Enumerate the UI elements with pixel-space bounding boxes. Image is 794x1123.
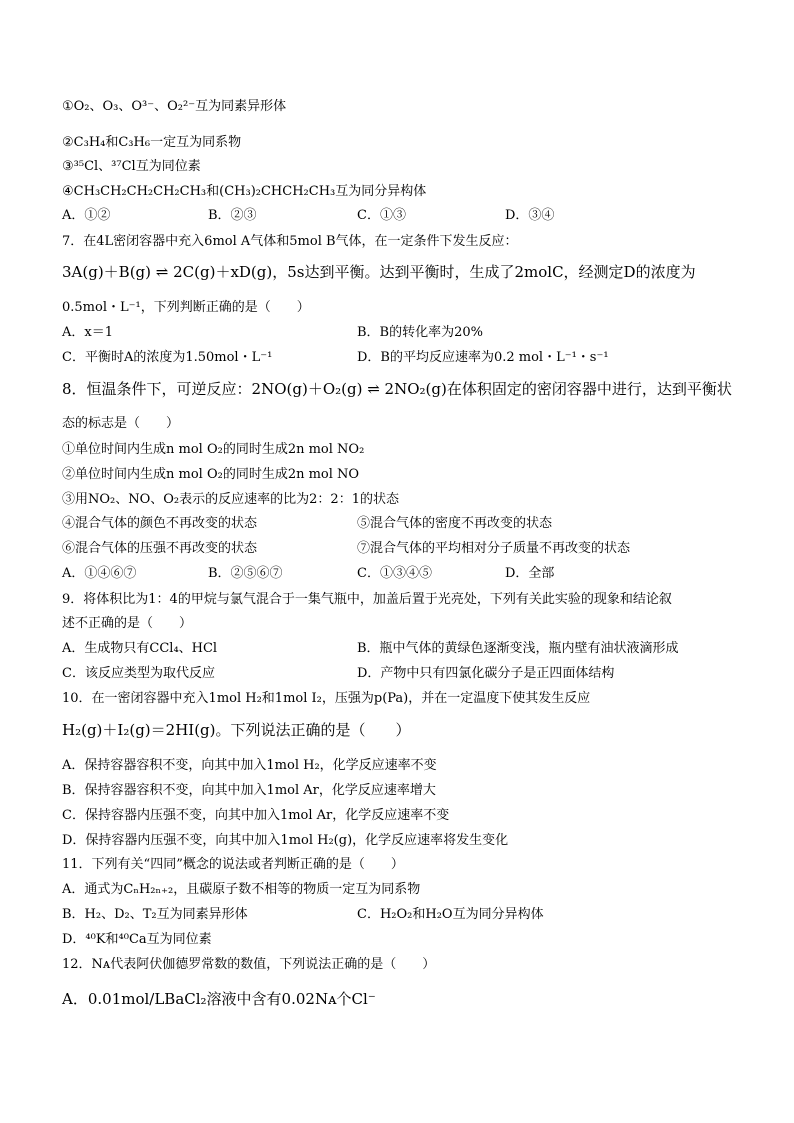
q8-item-3: ③用NO₂、NO、O₂表示的反应速率的比为2：2：1的状态 (62, 492, 399, 507)
q7-stem: 7．在4L密闭容器中充入6mol A气体和5mol B气体，在一定条件下发生反应： (62, 234, 518, 249)
q12-stem: 12．Nᴀ代表阿伏伽德罗常数的数值，下列说法正确的是（ ） (62, 957, 436, 972)
q8-option-c: C．①③④⑤ (357, 566, 432, 581)
q8-item-7: ⑦混合气体的平均相对分子质量不再改变的状态 (357, 541, 631, 556)
q8-item-6: ⑥混合气体的压强不再改变的状态 (62, 541, 258, 556)
q10-option-c: C．保持容器内压强不变，向其中加入1mol Ar，化学反应速率不变 (62, 808, 450, 823)
q6-option-d: D．③④ (505, 208, 555, 223)
q8-option-a: A．①④⑥⑦ (62, 566, 137, 581)
q8-item-4: ④混合气体的颜色不再改变的状态 (62, 516, 258, 531)
q10-stem: 10．在一密闭容器中充入1mol H₂和1mol I₂，压强为p(Pa)，并在一定温度下使其发生反应 (62, 691, 591, 706)
statement-4: ④CH₃CH₂CH₂CH₂CH₃和(CH₃)₂CHCH₂CH₃互为同分异构体 (62, 184, 427, 199)
q8-option-d: D．全部 (505, 566, 555, 581)
q8-item-5: ⑤混合气体的密度不再改变的状态 (357, 516, 553, 531)
q10-equation: H₂(g)＋I₂(g)＝2HI(g)。下列说法正确的是（ ） (62, 721, 411, 739)
q11-option-a: A．通式为CₙH₂ₙ₊₂，且碳原子数不相等的物质一定互为同系物 (62, 882, 421, 897)
q6-option-a: A．①② (62, 208, 111, 223)
q8-item-1: ①单位时间内生成n mol O₂的同时生成2n mol NO₂ (62, 442, 365, 457)
q9-option-b: B．瓶中气体的黄绿色逐渐变浅，瓶内壁有油状液滴形成 (357, 641, 679, 656)
q9-option-c: C．该反应类型为取代反应 (62, 666, 215, 681)
q10-option-b: B．保持容器容积不变，向其中加入1mol Ar，化学反应速率增大 (62, 783, 436, 798)
q8-stem-cont: 态的标志是（ ） (62, 416, 180, 431)
q6-option-c: C．①③ (357, 208, 406, 223)
statement-1: ①O₂、O₃、O³⁻、O₂²⁻互为同素异形体 (62, 99, 287, 114)
q8-stem: 8．恒温条件下，可逆反应：2NO(g)＋O₂(g) ⇌ 2NO₂(g)在体积固定的密闭容器中进行，达到平衡状 (62, 380, 732, 398)
q11-option-b: B．H₂、D₂、T₂互为同素异形体 (62, 907, 248, 922)
q7-option-b: B．B的转化率为20% (357, 325, 484, 340)
statement-3: ③³⁵Cl、³⁷Cl互为同位素 (62, 159, 201, 174)
q8-option-b: B．②⑤⑥⑦ (208, 566, 283, 581)
q9-option-a: A．生成物只有CCl₄、HCl (62, 641, 218, 656)
q11-option-d: D．⁴⁰K和⁴⁰Ca互为同位素 (62, 932, 212, 947)
q10-option-d: D．保持容器内压强不变，向其中加入1mol H₂(g)，化学反应速率将发生变化 (62, 833, 509, 848)
q7-option-d: D．B的平均反应速率为0.2 mol・L⁻¹・s⁻¹ (357, 350, 609, 365)
q10-option-a: A．保持容器容积不变，向其中加入1mol H₂，化学反应速率不变 (62, 758, 437, 773)
q7-option-a: A．x＝1 (62, 325, 113, 340)
q7-stem-cont: 0.5mol・L⁻¹，下列判断正确的是（ ） (62, 300, 310, 315)
q11-option-c: C．H₂O₂和H₂O互为同分异构体 (357, 907, 544, 922)
q11-stem: 11．下列有关“四同”概念的说法或者判断正确的是（ ） (62, 857, 404, 872)
q7-option-c: C．平衡时A的浓度为1.50mol・L⁻¹ (62, 350, 273, 365)
q8-item-2: ②单位时间内生成n mol O₂的同时生成2n mol NO (62, 467, 360, 482)
statement-2: ②C₃H₄和C₃H₆一定互为同系物 (62, 135, 242, 150)
q7-equation: 3A(g)＋B(g) ⇌ 2C(g)＋xD(g)，5s达到平衡。达到平衡时，生成了2molC，经测定D的浓度为 (62, 263, 696, 281)
q9-stem-cont: 述不正确的是（ ） (62, 616, 193, 631)
q12-option-a: A．0.01mol/LBaCl₂溶液中含有0.02Nᴀ个Cl⁻ (62, 990, 376, 1008)
q6-option-b: B．②③ (208, 208, 257, 223)
q9-option-d: D．产物中只有四氯化碳分子是正四面体结构 (357, 666, 615, 681)
q9-stem: 9．将体积比为1：4的甲烷与氯气混合于一集气瓶中，加盖后置于光亮处，下列有关此实验的现象和结论叙 (62, 592, 672, 607)
